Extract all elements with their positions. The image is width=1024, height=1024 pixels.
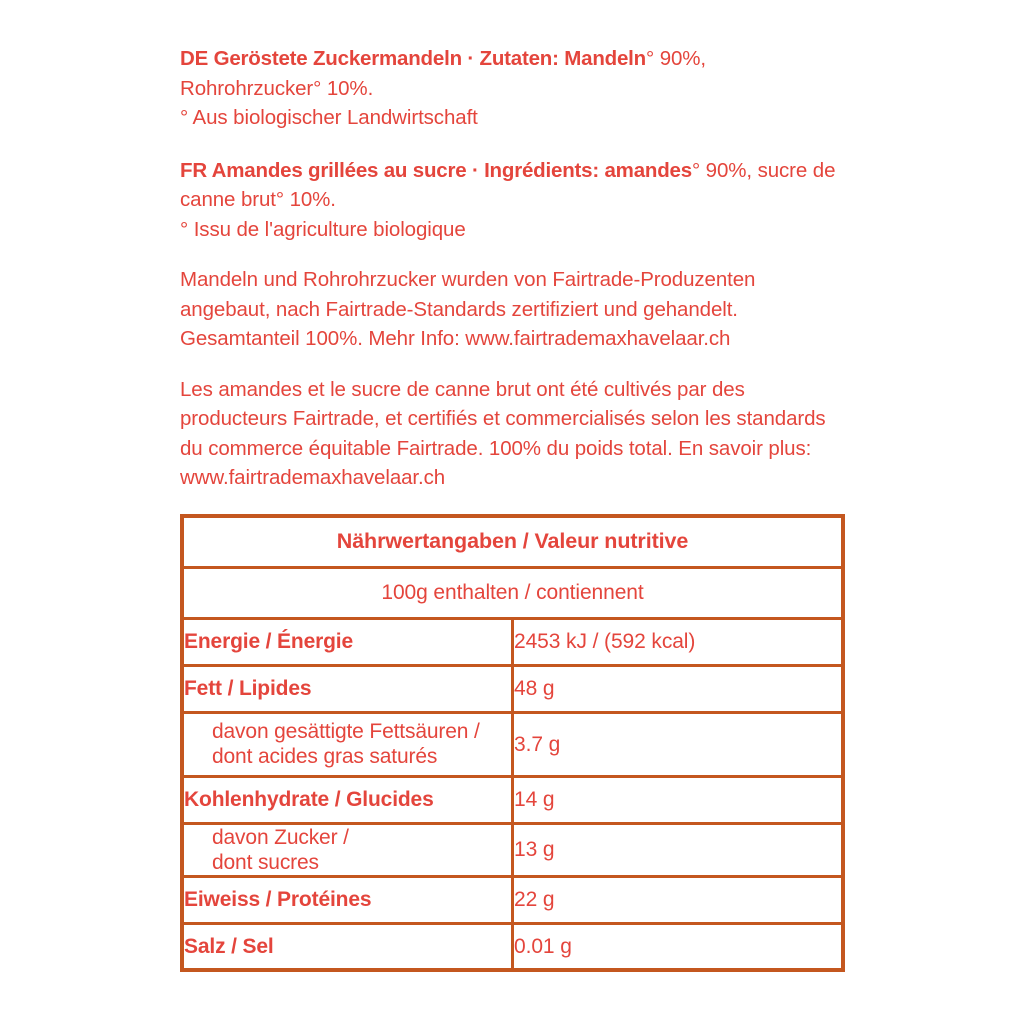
nutrient-label: davon gesättigte Fettsäuren / dont acides gras saturés (182, 712, 513, 776)
ingredients-de-footnote: ° Aus biologischer Landwirtschaft (180, 106, 478, 129)
table-row (182, 618, 843, 665)
nutrient-value: 48 g (513, 665, 844, 712)
nutrient-label: davon Zucker / dont sucres (182, 823, 513, 876)
nutrient-value: 2453 kJ / (592 kcal) (513, 618, 844, 665)
table-row (182, 665, 843, 712)
ingredients-de-lead: DE Geröstete Zuckermandeln · Zutaten: Mandeln (180, 47, 646, 70)
ingredients-de-rest: ° 90%, Rohrohrzucker° 10%. (180, 47, 707, 100)
nutrition-table (180, 514, 845, 973)
nutrition-title-row (182, 516, 843, 568)
nutrient-value: 0.01 g (513, 923, 844, 970)
fairtrade-text-fr: Les amandes et le sucre de canne brut ont été cultivés par des producteurs Fairtrade, et certifiés et commercialisés selon les standards du commerce équitable Fairtrade. 100% du poids total. En savoir plus: www.fairtrademaxhavelaar.ch (180, 377, 826, 489)
ingredients-fr (180, 156, 845, 245)
nutrient-label: Salz / Sel (182, 923, 513, 970)
nutrition-rows (182, 618, 843, 970)
nutrient-value: 14 g (513, 776, 844, 823)
nutrient-label: Fett / Lipides (182, 665, 513, 712)
table-row (182, 823, 843, 876)
ingredients-fr-lead: FR Amandes grillées au sucre · Ingrédients: amandes (180, 158, 692, 182)
table-row (182, 876, 843, 923)
ingredients-fr-footnote: ° Issu de l'agriculture biologique (180, 217, 466, 241)
nutrient-value: 3.7 g (513, 712, 844, 776)
nutrient-label: Kohlenhydrate / Glucides (182, 776, 513, 823)
fairtrade-text-de: Mandeln und Rohrohrzucker wurden von Fairtrade-Produzenten angebaut, nach Fairtrade-Standards zertifiziert und gehandelt. Gesamtanteil 100%. Mehr Info: www.fairtrademaxhavelaar.ch (180, 268, 756, 350)
ingredients-de (180, 44, 845, 133)
table-row (182, 712, 843, 776)
nutrition-label (180, 44, 845, 972)
nutrient-value: 13 g (513, 823, 844, 876)
table-row (182, 923, 843, 970)
ingredients-fr-rest: ° 90%, sucre de canne brut° 10%. (180, 158, 836, 211)
ingredients-spacer (180, 145, 845, 156)
nutrient-label: Energie / Énergie (182, 618, 513, 665)
nutrition-table-body (182, 516, 843, 619)
nutrition-title: Nährwertangaben / Valeur nutritive (182, 516, 843, 568)
table-row (182, 776, 843, 823)
nutrition-basis: 100g enthalten / contiennent (182, 567, 843, 618)
nutrient-value: 22 g (513, 876, 844, 923)
nutrition-basis-row (182, 567, 843, 618)
nutrient-label: Eiweiss / Protéines (182, 876, 513, 923)
